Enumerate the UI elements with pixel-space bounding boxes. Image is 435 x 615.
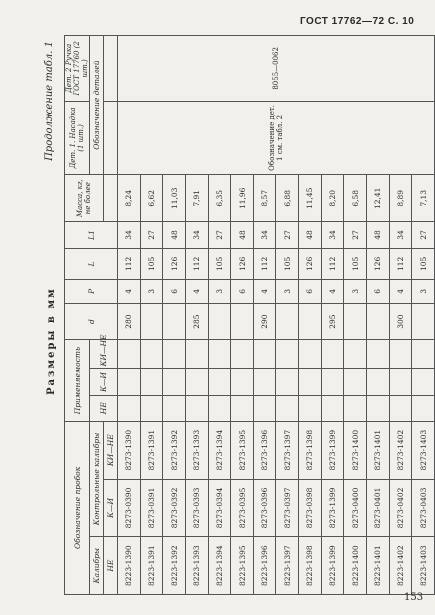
cell-kine: 8273-1400 — [344, 421, 367, 479]
cell-application — [276, 340, 299, 369]
cell-application — [276, 369, 299, 395]
cell-ne: 8223-1390 — [118, 537, 141, 595]
continuation-caption: Продолжение табл. 1 — [44, 41, 55, 161]
cell-L: 105 — [276, 248, 299, 279]
cell-L1: 27 — [208, 222, 231, 248]
cell-application — [299, 395, 322, 421]
header-ap-ne: НЕ — [90, 395, 118, 421]
table-titles — [40, 35, 62, 595]
cell-p: 3 — [140, 280, 163, 304]
cell-kine: 8273-1397 — [276, 421, 299, 479]
cell-mass: 12,41 — [367, 175, 390, 222]
cell-application — [118, 395, 141, 421]
table-row — [118, 36, 141, 595]
cell-application — [140, 340, 163, 369]
cell-ki: 8273-0402 — [389, 479, 412, 537]
cell-ki: 8273-0400 — [344, 479, 367, 537]
cell-L1: 34 — [185, 222, 208, 248]
cell-application — [163, 340, 186, 369]
header-ap-ki: К—И — [90, 369, 118, 395]
rotated-table-area — [40, 35, 435, 595]
cell-ki: 8273-0391 — [140, 479, 163, 537]
cell-application — [231, 395, 254, 421]
cell-application — [367, 369, 390, 395]
cell-mass: 11,03 — [163, 175, 186, 222]
cell-application — [344, 369, 367, 395]
cell-application — [412, 340, 435, 369]
cell-d — [140, 303, 163, 340]
cell-d — [344, 303, 367, 340]
cell-L1: 27 — [412, 222, 435, 248]
header-det2: Дет. 2 Ручка ГОСТ 17760 (2 шт.) — [65, 36, 90, 102]
cell-kine: 8273-1398 — [299, 421, 322, 479]
cell-p: 3 — [344, 280, 367, 304]
cell-L: 105 — [412, 248, 435, 279]
cell-L: 112 — [118, 248, 141, 279]
cell-L: 126 — [163, 248, 186, 279]
table-body — [118, 36, 435, 595]
cell-ki: 8273-0398 — [299, 479, 322, 537]
header-det-designation: Обозначение деталей — [90, 36, 104, 175]
cell-application — [185, 340, 208, 369]
cell-ne: 8223-1402 — [389, 537, 412, 595]
cell-ne: 8223-1401 — [367, 537, 390, 595]
cell-ne: 8223-1391 — [140, 537, 163, 595]
cell-application — [163, 395, 186, 421]
cell-mass: 7,91 — [185, 175, 208, 222]
cell-application — [412, 369, 435, 395]
cell-application — [208, 340, 231, 369]
cell-application — [231, 369, 254, 395]
cell-application — [389, 395, 412, 421]
header-p: P — [65, 280, 118, 304]
cell-mass: 6,35 — [208, 175, 231, 222]
cell-kine: 8273-1396 — [253, 421, 276, 479]
header-L: L — [65, 248, 118, 279]
cell-ne: 8223-1395 — [231, 537, 254, 595]
cell-application — [321, 395, 344, 421]
cell-application — [253, 369, 276, 395]
cell-p: 6 — [299, 280, 322, 304]
cell-kine: 8273-1402 — [389, 421, 412, 479]
cell-ki: 8273-0403 — [412, 479, 435, 537]
cell-ki: 8273-0397 — [276, 479, 299, 537]
cell-kine: 8273-1392 — [163, 421, 186, 479]
cell-L: 105 — [208, 248, 231, 279]
cell-L: 126 — [367, 248, 390, 279]
cell-application — [140, 369, 163, 395]
cell-p: 4 — [321, 280, 344, 304]
note-det1: Обозначение дет. 1 см. табл. 2 — [118, 101, 435, 174]
cell-kine: 8273-1393 — [185, 421, 208, 479]
cell-L1: 48 — [231, 222, 254, 248]
cell-L: 112 — [253, 248, 276, 279]
cell-p: 3 — [412, 280, 435, 304]
cell-L1: 48 — [163, 222, 186, 248]
gost-header: ГОСТ 17762—72 С. 10 — [300, 16, 415, 27]
cell-d: 285 — [185, 303, 208, 340]
cell-d — [231, 303, 254, 340]
header-kine: КИ—НЕ — [104, 421, 118, 479]
cell-d: 295 — [321, 303, 344, 340]
cell-mass: 11,96 — [231, 175, 254, 222]
header-control-kalibr: Контрольные калибры — [90, 421, 104, 536]
cell-p: 6 — [367, 280, 390, 304]
cell-ki: 8273-0395 — [231, 479, 254, 537]
cell-L: 112 — [321, 248, 344, 279]
cell-kine: 8273-1391 — [140, 421, 163, 479]
cell-application — [163, 369, 186, 395]
cell-L1: 48 — [367, 222, 390, 248]
cell-application — [367, 340, 390, 369]
cell-mass: 8,20 — [321, 175, 344, 222]
cell-application — [367, 395, 390, 421]
cell-d — [299, 303, 322, 340]
cell-p: 3 — [276, 280, 299, 304]
cell-application — [344, 340, 367, 369]
cell-p: 3 — [208, 280, 231, 304]
note-det2: 8055—0062 — [118, 36, 435, 102]
cell-kine: 8273-1394 — [208, 421, 231, 479]
specification-table — [64, 35, 435, 595]
cell-d — [163, 303, 186, 340]
cell-application — [118, 340, 141, 369]
cell-ne: 8223-1393 — [185, 537, 208, 595]
cell-ne: 8223-1399 — [321, 537, 344, 595]
page-number: 153 — [404, 592, 424, 603]
cell-d — [367, 303, 390, 340]
cell-kine: 8273-1390 — [118, 421, 141, 479]
cell-kine: 8273-1403 — [412, 421, 435, 479]
cell-p: 6 — [231, 280, 254, 304]
cell-ne: 8223-1403 — [412, 537, 435, 595]
cell-L: 105 — [344, 248, 367, 279]
cell-application — [389, 369, 412, 395]
cell-d — [412, 303, 435, 340]
cell-ne: 8223-1394 — [208, 537, 231, 595]
cell-d — [208, 303, 231, 340]
cell-ki: 8273-0394 — [208, 479, 231, 537]
cell-L1: 34 — [253, 222, 276, 248]
header-ap-kine: КИ—НЕ — [90, 340, 118, 369]
cell-application — [344, 395, 367, 421]
cell-application — [140, 395, 163, 421]
header-ne: НЕ — [104, 537, 118, 595]
cell-ki: 8273-0392 — [163, 479, 186, 537]
cell-p: 6 — [163, 280, 186, 304]
cell-p: 4 — [253, 280, 276, 304]
cell-L: 112 — [185, 248, 208, 279]
cell-L: 126 — [231, 248, 254, 279]
cell-p: 4 — [389, 280, 412, 304]
cell-L1: 34 — [389, 222, 412, 248]
dimensions-caption: Размеры в мм — [46, 287, 57, 395]
cell-application — [299, 369, 322, 395]
cell-L1: 27 — [344, 222, 367, 248]
cell-ki: 8273-0393 — [185, 479, 208, 537]
cell-mass: 11,45 — [299, 175, 322, 222]
cell-application — [389, 340, 412, 369]
cell-mass: 6,62 — [140, 175, 163, 222]
cell-application — [321, 340, 344, 369]
cell-application — [185, 369, 208, 395]
cell-L: 105 — [140, 248, 163, 279]
cell-d: 300 — [389, 303, 412, 340]
cell-mass: 8,57 — [253, 175, 276, 222]
cell-ki: 8273-0390 — [118, 479, 141, 537]
cell-d — [276, 303, 299, 340]
cell-ne: 8223-1396 — [253, 537, 276, 595]
cell-ne: 8223-1392 — [163, 537, 186, 595]
cell-ki: 8273-0396 — [253, 479, 276, 537]
cell-L1: 27 — [140, 222, 163, 248]
cell-kine: 8273-1401 — [367, 421, 390, 479]
cell-ne: 8223-1400 — [344, 537, 367, 595]
cell-application — [208, 395, 231, 421]
cell-p: 4 — [118, 280, 141, 304]
cell-mass: 8,89 — [389, 175, 412, 222]
cell-d: 280 — [118, 303, 141, 340]
header-group-designation: Обозначение пробок — [65, 421, 90, 594]
cell-mass: 7,13 — [412, 175, 435, 222]
cell-L: 112 — [389, 248, 412, 279]
header-kalibr: Калибры — [90, 537, 104, 595]
header-d: d — [65, 303, 118, 340]
cell-d: 290 — [253, 303, 276, 340]
cell-L: 126 — [299, 248, 322, 279]
cell-mass: 6,88 — [276, 175, 299, 222]
cell-L1: 48 — [299, 222, 322, 248]
cell-application — [231, 340, 254, 369]
cell-ki: 8273-0401 — [367, 479, 390, 537]
cell-application — [118, 369, 141, 395]
header-L1: L1 — [65, 222, 118, 248]
cell-application — [208, 369, 231, 395]
cell-kine: 8273-1395 — [231, 421, 254, 479]
header-application: Применяемость — [65, 340, 90, 421]
cell-L1: 27 — [276, 222, 299, 248]
cell-L1: 34 — [321, 222, 344, 248]
cell-mass: 6,58 — [344, 175, 367, 222]
header-mass: Масса, кг, не более — [65, 175, 104, 222]
header-det1: Дет. 1. Насадка (1 шт.) — [65, 101, 90, 174]
header-ki: К—И — [104, 479, 118, 537]
cell-kine: 8273-1399 — [321, 421, 344, 479]
cell-application — [185, 395, 208, 421]
cell-application — [253, 395, 276, 421]
cell-L1: 34 — [118, 222, 141, 248]
cell-application — [321, 369, 344, 395]
cell-application — [412, 395, 435, 421]
cell-application — [253, 340, 276, 369]
cell-ne: 8223-1397 — [276, 537, 299, 595]
cell-ki: 8273-1399 — [321, 479, 344, 537]
cell-p: 4 — [185, 280, 208, 304]
cell-ne: 8223-1398 — [299, 537, 322, 595]
cell-application — [276, 395, 299, 421]
cell-application — [299, 340, 322, 369]
cell-mass: 8,24 — [118, 175, 141, 222]
